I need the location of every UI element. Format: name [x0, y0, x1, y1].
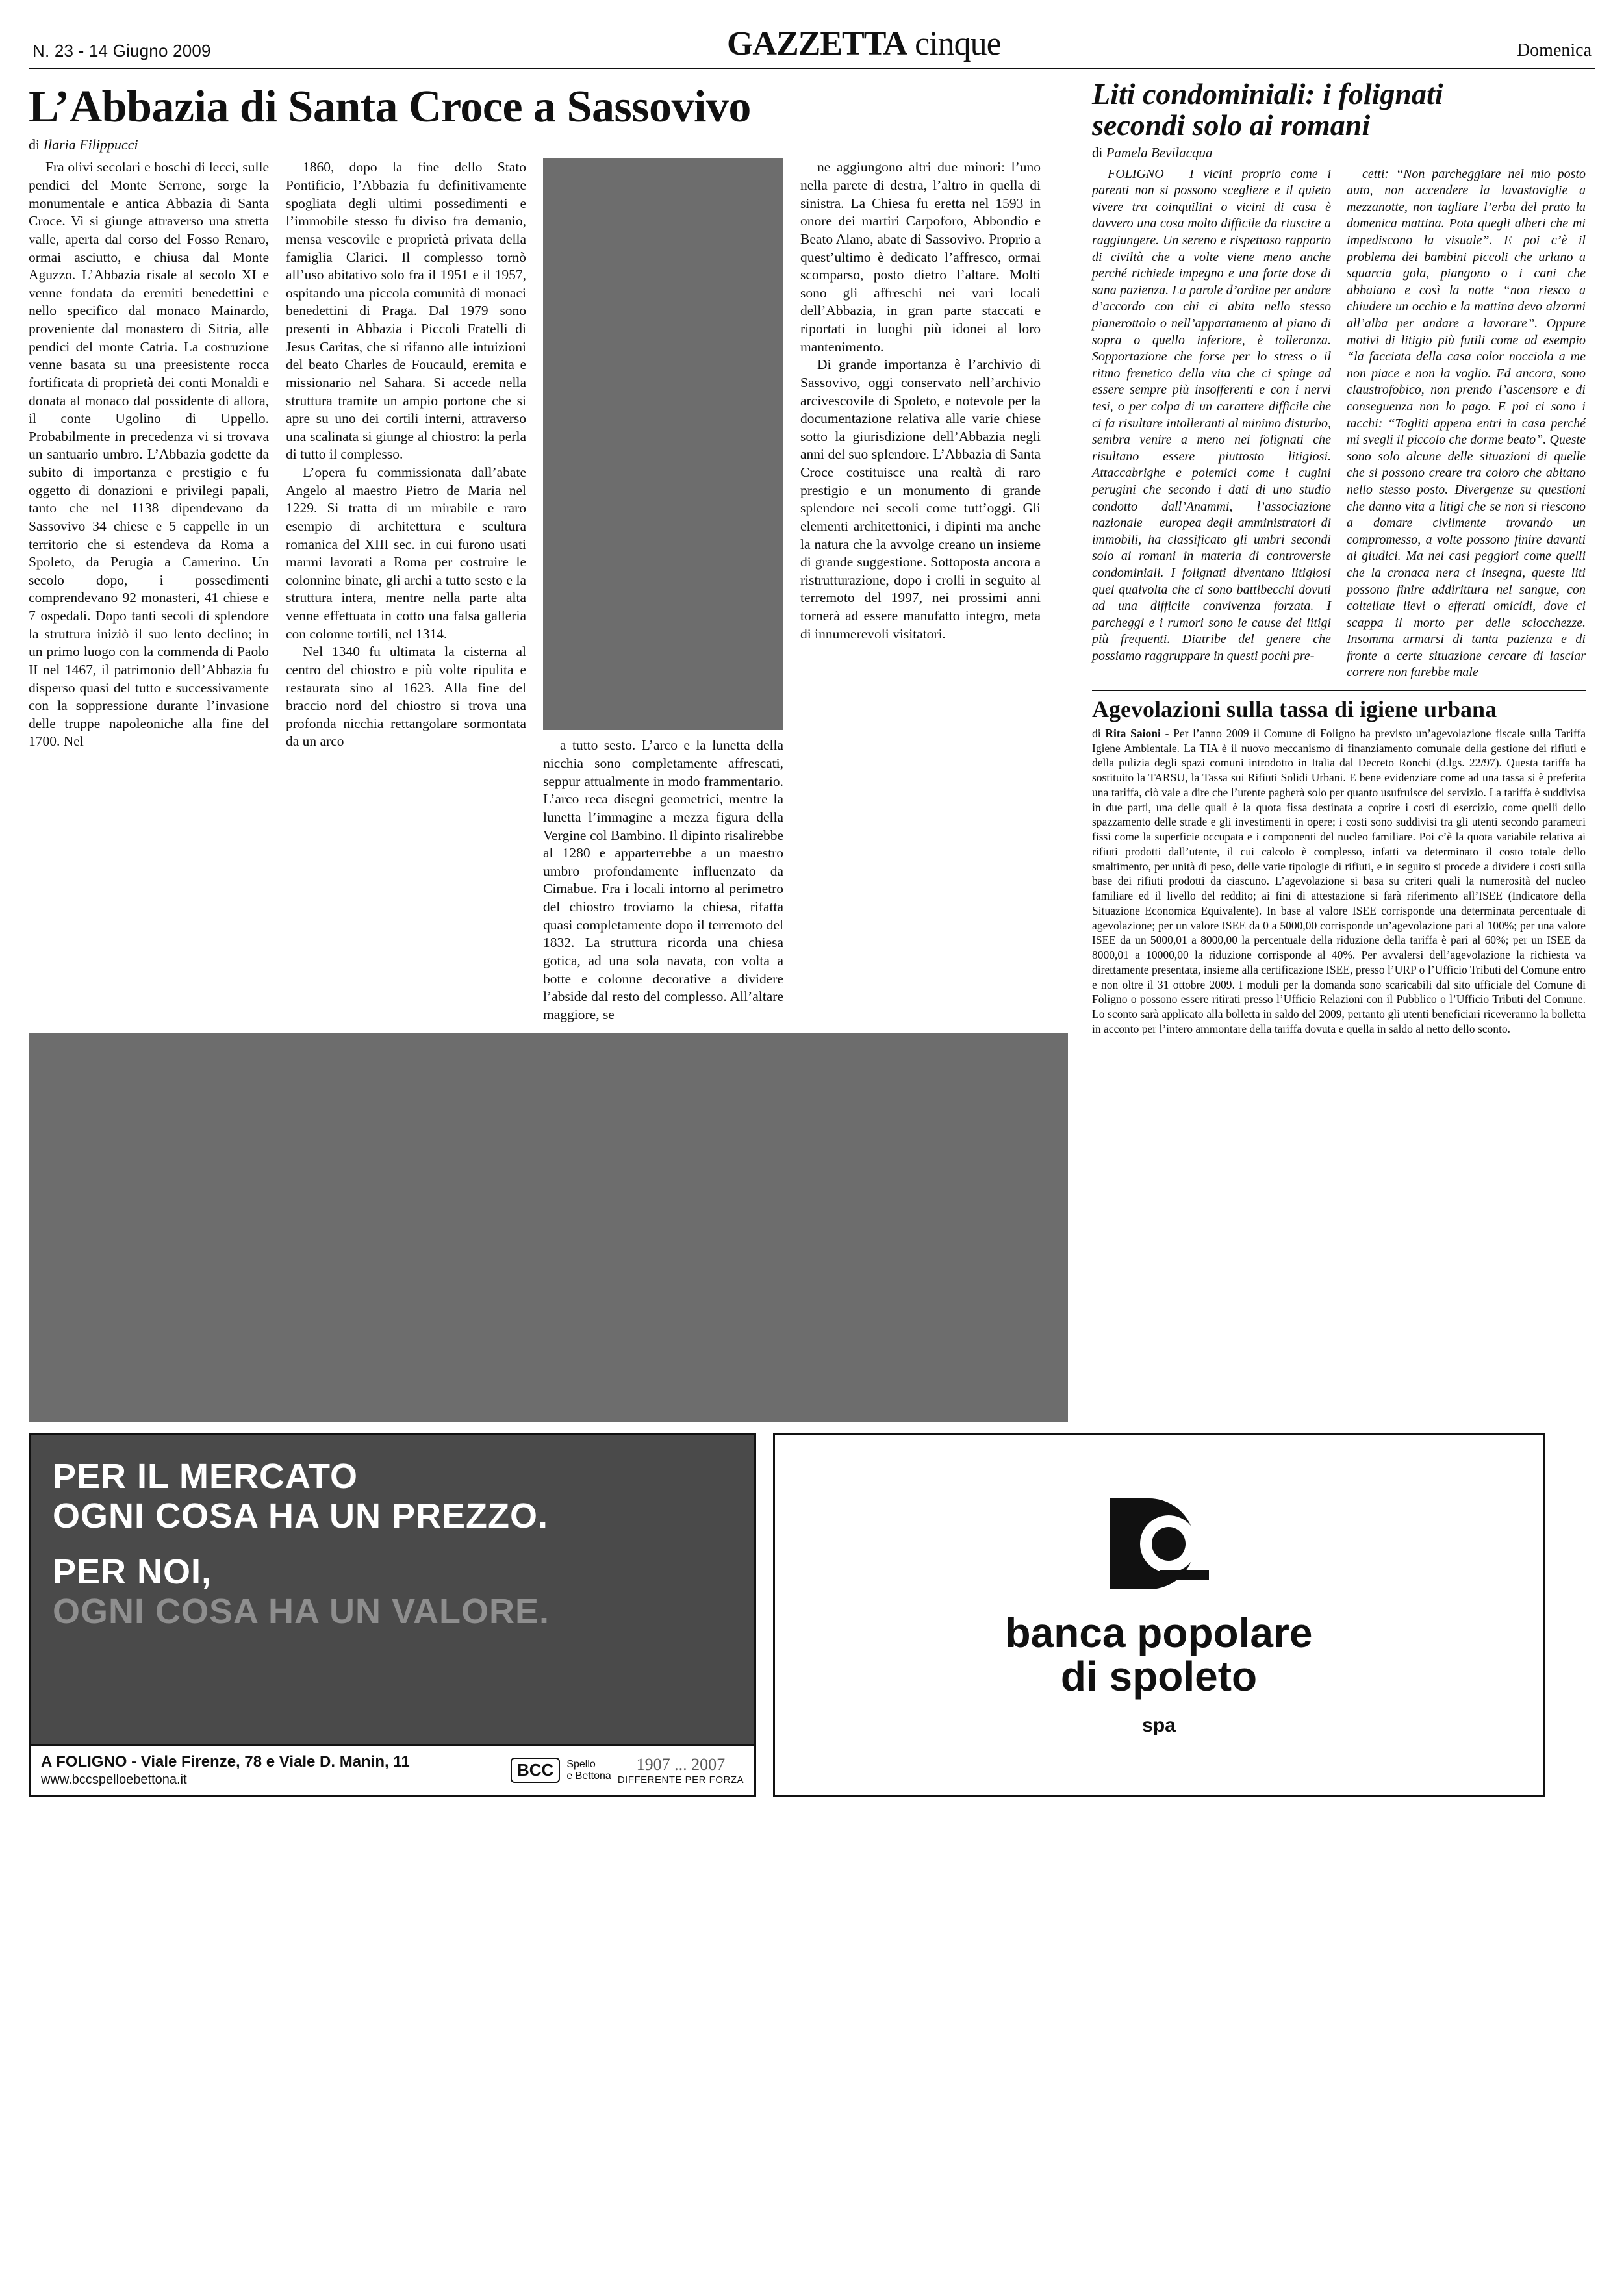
bcc-logo-sub1: Spello: [566, 1758, 596, 1770]
article2-column-1: [1092, 166, 1331, 681]
banca-popolare-name: [1005, 1609, 1313, 1737]
bcc-address-block: [41, 1752, 410, 1788]
bcc-logo-mark: BCC: [511, 1758, 560, 1783]
cloister-courtyard-photo: [29, 1033, 1068, 1422]
bcc-anniversary-years: 1907 ... 2007: [636, 1755, 726, 1774]
article3-byline-prefix: di: [1092, 726, 1106, 740]
paragraph: Di grande importanza è l’archivio di Sassovivo, oggi conservato nell’archivio arcivescovile di Spoleto, e notevole per la documentazione relativa alle varie chiese sotto la giurisdizione dell’Abbazia negli anni del suo splendore. L’Abbazia di Santa Croce costituisce una realtà di raro prestigio e un monumento di grande splendore nei secoli come tutt’oggi. Gli elementi architettonici, i dipinti ma anche la natura che la avvolge creano un insieme di grande suggestione. Sottoposta ancora a ristrutturazione, dopo i crolli in seguito al terremoto del 1997, nei prossimi anni tornerà ad essere manufatto integro, meta di innumerevoli visitatori.: [800, 357, 1041, 642]
bcc-logo-block: [511, 1755, 744, 1785]
bcc-slogan-line4: OGNI COSA HA UN VALORE.: [53, 1591, 550, 1631]
article2-title-line1: Liti condominiali: i folignati: [1092, 77, 1443, 110]
paragraph: ne aggiungono altri due minori: l’uno nella parete di destra, l’altro in quella di sinistra. La Chiesa fu eretta nel 1593 in onore dei martiri Carpoforo, Abbondio e Beato Alano, abate di Sassovivo. Proprio a quest’ultimo è dedicato l’affresco, ormai scomparso, posto dietro l’altare. Molti sono gli affreschi nei vari locali dell’Abbazia, in gran parte staccati e riportati in luoghi più idonei al loro mantenimento.: [800, 159, 1041, 355]
ads-row: [29, 1433, 1595, 1797]
banca-popolare-suffix: spa: [1142, 1714, 1176, 1736]
banca-popolare-advertisement[interactable]: [773, 1433, 1545, 1797]
article2-byline-prefix: di: [1092, 144, 1106, 160]
article3-byline-author: Rita Saioni: [1105, 726, 1161, 740]
issue-info: N. 23 - 14 Giugno 2009: [32, 41, 211, 60]
article2-column-2: [1347, 166, 1586, 681]
page-title: L’Abbazia di Santa Croce a Sassovivo: [29, 82, 751, 132]
bcc-logo-sub2: e Bettona: [566, 1770, 611, 1782]
bcc-slogan-line1: PER IL MERCATO: [53, 1457, 359, 1496]
bcc-slogan: [31, 1435, 754, 1631]
newspaper-title-bold: GAZZETTA: [726, 25, 907, 62]
paragraph: cetti: “Non parcheggiare nel mio posto auto, non accendere la lavastoviglie a mezzanotte, non tagliare l’erba del prato la domenica mattina. Pota quegli alberi che mi impediscono la visuale”. E poi c’è il problema dei bambini piccoli che urlano a squarcia gola, piangono o i cani che abbaiano e così la notte “non riesco a chiudere un occhio e la mattina devo alzarmi all’alba per andare a lavorare”. Oppure motivi di litigio più futili come ad esempio “la facciata della casa color nocciola a me non piace e non la voglio. Ed ancora, sono claustrofobico, non prendo l’ascensore e di conseguenza non lo pago. E poi ci sono i tacchi: “Togliti appena entri in casa perché mi svegli il piccolo che dorme beato”. Queste sono solo alcune delle situazioni di quelle che si possono creare tra coloro che abitano nello stesso posto. Divergenze su questioni che danno vita a litigi che se non si riescono a domare civilmente trovando un compromesso, a volte possono finire davanti ai giudici. Ma nei casi peggiori come quelli che la cronaca nera ci insegna, queste liti possono finire addirittura nel sangue, con coltellate lievi o efferati omicidi, dove ci scappa il morto per delle sciocchezze. Insomma armarsi di tanta pazienza e di fronte a certe situazione cercare di lasciar correre non farebbe male: [1347, 166, 1586, 680]
paragraph: Nel 1340 fu ultimata la cisterna al centro del chiostro e più volte ripulita e restaurata sino al 1623. Alla fine del braccio nord del chiostro si trova una profonda nicchia rettangolare sormontata da un arco: [286, 644, 526, 750]
article2-byline: [1092, 145, 1586, 161]
bcc-slogan-line2: OGNI COSA HA UN PREZZO.: [53, 1496, 549, 1535]
article2-title: [1092, 79, 1586, 141]
article3-body: [1092, 726, 1586, 1037]
bcc-tagline: DIFFERENTE PER FORZA: [617, 1774, 744, 1786]
paragraph: L’opera fu commissionata dall’abate Angelo al maestro Pietro de Maria nel 1229. Si tratta di un mirabile e raro esempio di architettura e scultura romanica del XIII sec. in cui furono usati marmi lavorati a Roma per costruire le colonnine binate, gli archi a tutto sesto e la struttura intera, mentre nella parte alta venne effettuata in cotto una falsa galleria con colonne tortili, nel 1314.: [286, 464, 526, 642]
page-body: [29, 76, 1595, 1422]
paragraph: 1860, dopo la fine dello Stato Pontificio, l’Abbazia fu definitivamente spogliata degli ultimi possedimenti e l’immobile stesso fu diviso fra demanio, mensa vescovile e proprietà privata della famiglia Clarici. Il complesso tornò all’uso abitativo solo fra il 1951 e il 1957, ospitando una piccola comunità di monaci benedettini di Praga. Dal 1979 sono presenti in Abbazia i Piccoli Fratelli di Jesus Caritas, che si rifanno alle intuizioni del beato Charles de Foucauld, eremita e missionario nel Sahara. Si accede nella struttura tramite un ampio portone che si apre su uno dei cortili interni, attraverso una scalinata si giunge al chiostro: la perla di tutto il complesso.: [286, 159, 526, 462]
paragraph: a tutto sesto. L’arco e la lunetta della nicchia sono completamente affrescati, seppur attualmente in modo frammentario. L’arco reca disegni geometrici, mentre la lunetta l’immagine a mezza figura della Vergine col Bambino. Il dipinto risalirebbe al 1280 e apparterrebbe a un maestro umbro profondamente influenzato da Cimabue. Fra i locali intorno al perimetro del chiostro troviamo la chiesa, rifatta quasi completamente dopo il terremoto del 1832. La struttura ricorda una chiesa gotica, ad una sola navata, con volta a botte e colonne decorative a dividere l’abside dal resto del complesso. All’altare maggiore, se: [543, 737, 783, 1022]
newspaper-title-light: cinque: [915, 25, 1001, 62]
bcc-slogan-line3: PER NOI,: [53, 1552, 212, 1592]
bcc-anniversary-block: [618, 1755, 744, 1785]
article2-title-line2: secondi solo ai romani: [1092, 108, 1371, 142]
masthead-rule: [29, 68, 1595, 69]
article2-byline-author: Pamela Bevilacqua: [1106, 144, 1213, 160]
bcc-logo-subtitle: [566, 1759, 611, 1783]
section-divider: [1092, 690, 1586, 691]
banca-popolare-name-line1: banca popolare: [1005, 1609, 1313, 1657]
article-column-2: [286, 158, 526, 1024]
bcc-ad-footer: [31, 1744, 754, 1795]
article3-title: Agevolazioni sulla tassa di igiene urbana: [1092, 696, 1497, 723]
section-name: Domenica: [1516, 40, 1592, 60]
masthead: [29, 23, 1595, 68]
bcc-address: A FOLIGNO - Viale Firenze, 78 e Viale D. Manin, 11: [41, 1753, 410, 1771]
church-facade-photo: [543, 158, 783, 730]
byline-author: Ilaria Filippucci: [43, 136, 138, 153]
article-column-1: [29, 158, 269, 1024]
banca-popolare-name-line2: di spoleto: [1060, 1653, 1258, 1700]
article2-columns: [1092, 166, 1586, 681]
main-article: [29, 76, 1068, 1422]
byline-prefix: di: [29, 136, 44, 153]
byline: [29, 136, 1068, 153]
newspaper-title: [727, 27, 1001, 61]
article-column-3: [543, 158, 783, 1024]
bcc-website[interactable]: www.bccspelloebettona.it: [41, 1772, 187, 1787]
article-columns: [29, 158, 1068, 1024]
paragraph: Fra olivi secolari e boschi di lecci, sulle pendici del Monte Serrone, sorge la monumentale e antica Abbazia di Santa Croce. Vi si giunge attraverso una stretta valle, aperta dal corso del Fosso Renaro, ormai asciutto, e chiusa dal Monte Aguzzo. L’Abbazia risale al secolo XI e venne fondata da eremiti benedettini e nello specifico dal monaco Mainardo, proveniente dal monastero di Sitria, alle pendici del monte Catria. La costruzione venne basata su una preesistente rocca fortificata di proprietà dei conti Monaldi e donata al monaco dal possidente di allora, il conte Ugolino di Uppello. Probabilmente in precedenza vi si trovava un santuario umbro. L’Abbazia godette da subito di importanza e prestigio e fu oggetto di donazioni e privilegi papali, tanto che nel 1138 dipendevano da Sassovivo 34 chiese e 5 cappelle in un territorio che si estendeva da Roma a Spoleto, da Perugia a Camerino. Un secolo dopo, i possedimenti comprendevano 92 monasteri, 41 chiese e 7 ospedali. Dopo tanti secoli di splendore la struttura iniziò il suo lento declino; in un primo luogo con la commenda di Paolo II nel 1467, il patrimonio dell’Abbazia fu disperso quasi del tutto e successivamente con la soppressione durante l’invasione delle truppe napoleoniche alla fine del 1700. Nel: [29, 159, 269, 750]
bcc-advertisement[interactable]: [29, 1433, 756, 1797]
banca-popolare-logo-icon: [1097, 1492, 1221, 1609]
right-column: [1092, 76, 1586, 1422]
article-column-4: [800, 158, 1041, 1024]
article3-text: - Per l’anno 2009 il Comune di Foligno ha previsto un’agevolazione fiscale sulla Tariffa Igiene Ambientale. La TIA è il nuovo meccanismo di finanziamento comunale della gestione dei rifiuti e della pulizia degli spazi comuni introdotto in Italia dal Decreto Ronchi (d.lgs. 22/97). Questa tariffa ha sostituito la TARSU, la Tassa sui Rifiuti Solidi Urbani. E bene evidenziare come ad una tassa si è preferita una tariffa, ciò vale a dire che l’utente pagherà solo per quanto usufruisce del servizio. La tariffa è suddivisa in due parti, una delle quali è la quota fissa destinata a coprire i costi di esercizio, come quelli dello spazzamento delle strade e gli investimenti in opere; i costi sono suddivisi tra gli utenti secondo parametri fissi come la superficie occupata e i componenti del nucleo familiare. Poi c’è la quota variabile relativa ai rifiuti prodotti dall’utente, il cui calcolo è complesso, infatti va determinato il costo totale dello smaltimento, per unità di peso, delle varie tipologie di rifiuti, e in seguito si procede a dividere i costi sulla base dei rifiuti prodotti da ciascuno. L’agevolazione si basa su criteri quali la numerosità del nucleo familiare ed il livello del reddito; ai fini di attestazione si farà riferimento all’ISEE (Indicatore della Situazione Economica Equivalente). In base al valore ISEE corrisponde una determinata percentuale di agevolazione; per un valore ISEE da 0 a 5000,00 corrisponde un’agevolazione pari al 100%; per una valore ISEE da un 5000,01 a 8000,00 la percentuale della riduzione della tariffa è pari al 60%; per un ISEE da 8000,01 a 10000,00 la riduzione corrisponde al 40%. Per avvalersi dell’agevolazione la richiesta va direttamente presentata, insieme alla certificazione ISEE, presso l’URP o l’Ufficio Tributi del Comune entro e non oltre il 31 ottobre 2009. I moduli per la domanda sono scaricabili dal sito ufficiale del Comune di Foligno o possono essere ritirati presso l’Ufficio Relazioni con il Pubblico o l’Ufficio Tributi del Comune. Lo sconto sarà applicato alla bolletta in saldo del 2009, pertanto gli utenti beneficiari riceveranno la bolletta in acconto per l’intero ammontare della tariffa dovuta e quella in saldo al netto dello sconto.: [1092, 726, 1586, 1035]
paragraph: FOLIGNO – I vicini proprio come i parenti non si possono scegliere e il quieto vivere tra coinquilini o vicini di casa è davvero una cosa molto difficile da riuscire a raggiungere. Un sereno e rispettoso rapporto di civiltà che a volte viene meno anche perché richiede impegno e una forte dose di sana pazienza. La parole d’ordine per andare d’accordo con chi ci abita nello stesso pianerottolo o nell’appartamento al piano di sopra o quello inferiore, è tolleranza. Sopportazione che forse per lo stress o il ritmo frenetico della vita che ci spinge ad essere sempre più insofferenti e con i nervi tesi, o per colpa di un carattere difficile che ci fa risultare intolleranti al minimo disturbo, sembra venire a meno nei folignati che risultano essere piuttosto litigiosi. Attaccabrighe e polemici come i cugini perugini che secondo i dati di uno studio condotto dall’Anammi, l’associazione nazionale – europea degli amministratori di immobili, ha classificato gli umbri secondi solo ai romani in materia di controversie condominiali. I folignati diventano litigiosi quel qualvolta che ci sono battibecchi dovuti ad una difficile convivenza forzata. I parcheggi e i rumori sono le cause dei litigi più frequenti. Diatribe del genere che possiamo raggruppare in questi pochi pre-: [1092, 166, 1331, 663]
